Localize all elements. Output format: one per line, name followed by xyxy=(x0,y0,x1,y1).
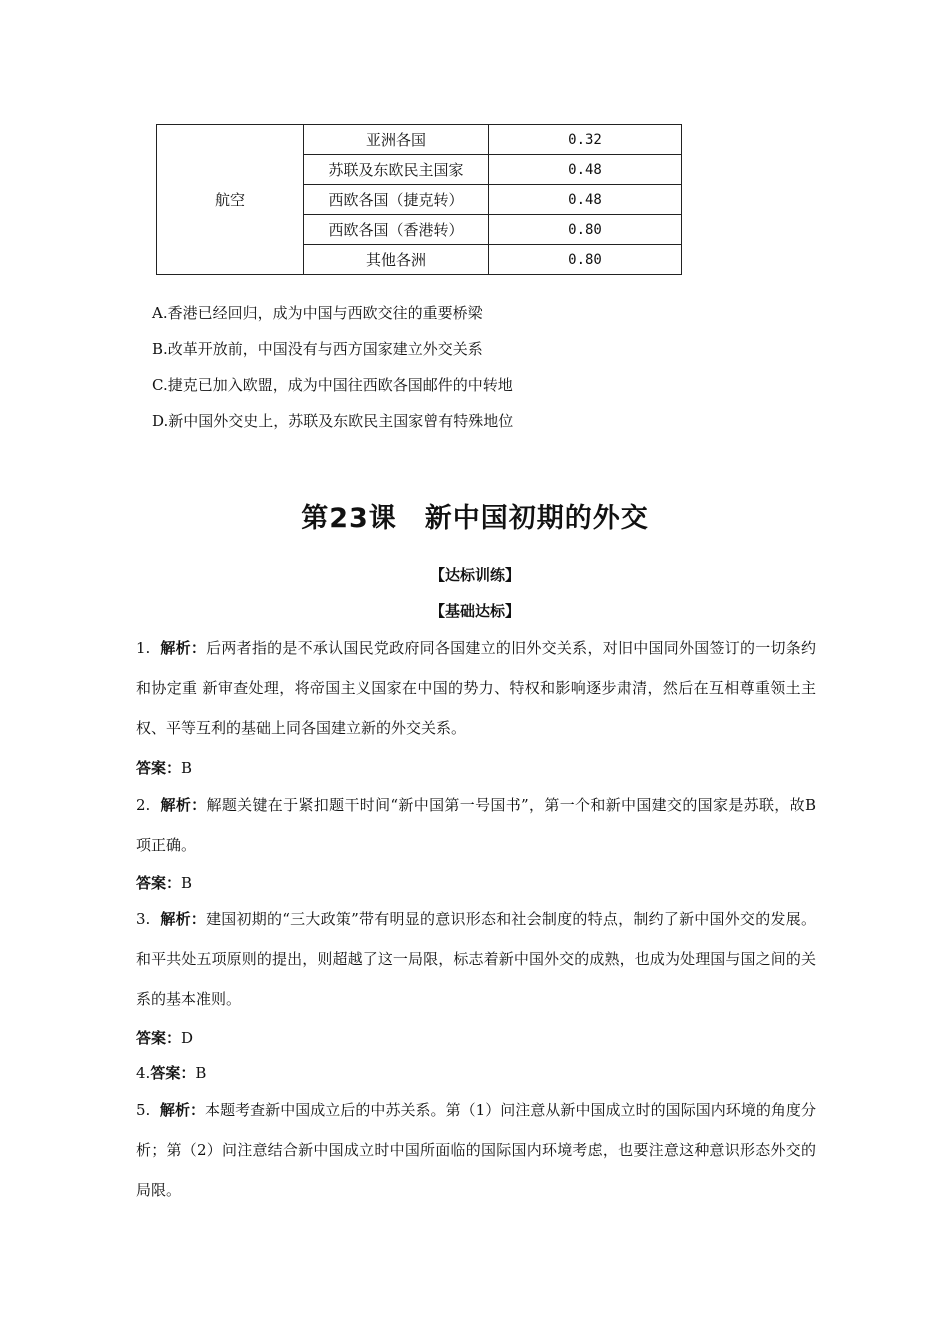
explanation-text: 后两者指的是不承认国民党政府同各国建立的旧外交关系，对旧中国同外国签订的一切条约和协定重 新审查处理，将帝国主义国家在中国的势力、特权和影响逐步肃清，然后在互相尊重领土主权、平等互利的基础上同各国建立新的外交关系。 xyxy=(136,639,816,737)
option-a: A.香港已经回归，成为中国与西欧交往的重要桥梁 xyxy=(152,304,483,322)
answer-value: B xyxy=(181,759,193,777)
explanation-label: 解析： xyxy=(160,796,207,814)
answer-label: 答案： xyxy=(136,1029,182,1047)
explanation-label: 解析： xyxy=(160,639,207,657)
answer-label: 答案： xyxy=(136,874,182,892)
item-2-answer xyxy=(136,872,192,893)
rate-cell: 0.80 xyxy=(489,245,682,275)
item-4-answer xyxy=(136,1062,206,1083)
item-3-explanation xyxy=(136,899,816,1019)
rate-cell: 0.80 xyxy=(489,215,682,245)
answer-value: D xyxy=(181,1029,194,1047)
rate-cell: 0.48 xyxy=(489,185,682,215)
explanation-text: 解题关键在于紧扣题干时间“新中国第一号国书”，第一个和新中国建交的国家是苏联，故B项正确。 xyxy=(136,796,816,854)
item-1-answer xyxy=(136,757,192,778)
region-cell: 其他各洲 xyxy=(304,245,489,275)
item-number: 3. xyxy=(136,910,151,928)
explanation-label: 解析： xyxy=(159,1101,206,1119)
option-b: B.改革开放前，中国没有与西方国家建立外交关系 xyxy=(152,340,483,358)
explanation-text: 建国初期的“三大政策”带有明显的意识形态和社会制度的特点，制约了新中国外交的发展。和平共处五项原则的提出，则超越了这一局限，标志着新中国外交的成熟，也成为处理国与国之间的关系的基本准则。 xyxy=(136,910,816,1008)
region-cell: 苏联及东欧民主国家 xyxy=(304,155,489,185)
answer-value: B xyxy=(181,874,193,892)
answer-value: B xyxy=(195,1064,207,1082)
subsection-heading: 【基础达标】 xyxy=(429,602,520,620)
category-cell: 航空 xyxy=(157,125,304,275)
answer-label: 答案： xyxy=(150,1064,196,1082)
option-d: D.新中国外交史上，苏联及东欧民主国家曾有特殊地位 xyxy=(152,412,514,430)
explanation-label: 解析： xyxy=(160,910,207,928)
item-2-explanation xyxy=(136,785,816,865)
region-cell: 西欧各国（捷克转） xyxy=(304,185,489,215)
answer-label: 答案： xyxy=(136,759,182,777)
item-number: 2. xyxy=(136,796,151,814)
lesson-title: 第23课 新中国初期的外交 xyxy=(301,503,649,534)
explanation-text: 本题考查新中国成立后的中苏关系。第（1）问注意从新中国成立时的国际国内环境的角度分析；第（2）问注意结合新中国成立时中国所面临的国际国内环境考虑，也要注意这种意识形态外交的局限。 xyxy=(136,1101,816,1199)
item-5-explanation xyxy=(136,1090,816,1210)
postage-rate-table xyxy=(156,124,682,275)
item-number: 5. xyxy=(136,1101,151,1119)
item-number: 4. xyxy=(136,1064,151,1082)
region-cell: 西欧各国（香港转） xyxy=(304,215,489,245)
rate-cell: 0.32 xyxy=(489,125,682,155)
option-c: C.捷克已加入欧盟，成为中国往西欧各国邮件的中转地 xyxy=(152,376,513,394)
region-cell: 亚洲各国 xyxy=(304,125,489,155)
item-number: 1. xyxy=(136,639,151,657)
rate-cell: 0.48 xyxy=(489,155,682,185)
item-1-explanation xyxy=(136,628,816,748)
section-heading: 【达标训练】 xyxy=(429,566,520,584)
item-3-answer xyxy=(136,1027,193,1048)
